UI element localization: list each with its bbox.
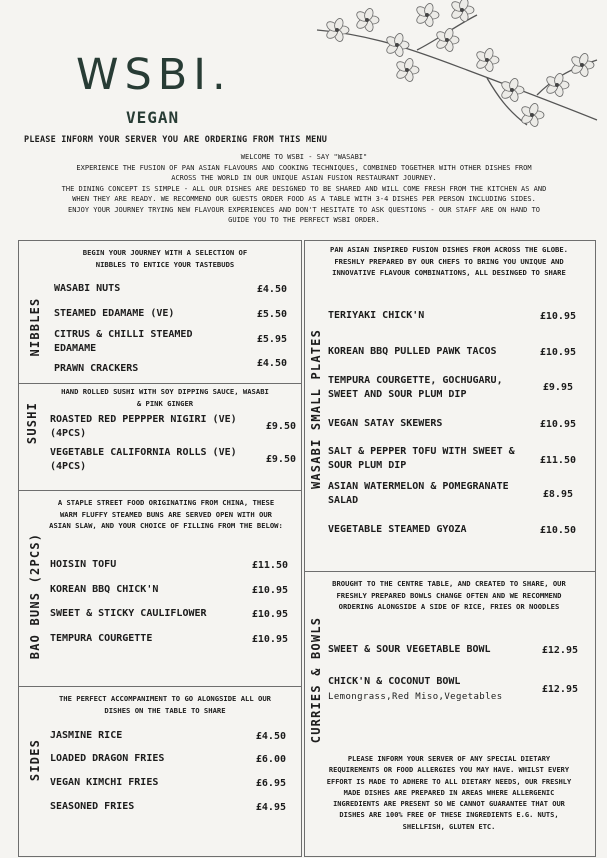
- menu-item-price: £5.50: [256, 309, 287, 320]
- menu-item-name: HOISIN TOFU: [50, 559, 117, 570]
- menu-item-name: TEMPURA COURGETTE, GOCHUGARU, SWEET AND SOUR PLUM DIP: [328, 375, 503, 400]
- blossom-center: [425, 13, 429, 17]
- divider: [304, 571, 596, 572]
- section-title-sides: SIDES: [28, 738, 42, 782]
- section-title-curries: CURRIES & BOWLS: [309, 616, 323, 744]
- section-title-bao-buns: BAO BUNS (2PCS): [28, 532, 42, 660]
- menu-item-price: £4.50: [256, 358, 287, 369]
- menu-item-name: VEGAN KIMCHI FRIES: [50, 777, 159, 788]
- intro-line: GUIDE YOU TO THE PERFECT WSBI ORDER.: [228, 216, 380, 224]
- bao-description: A STAPLE STREET FOOD ORIGINATING FROM CHINA, THESE WARM FLUFFY STEAMED BUNS ARE SERVED OPEN WITH OUR ASIAN SLAW, AND YOUR CHOICE OF FILLING FROM THE BELOW:: [49, 498, 283, 530]
- menu-item-price: £10.95: [539, 311, 576, 322]
- intro-line: WELCOME TO WSBI - SAY "WASABI": [240, 153, 368, 161]
- intro-text: [20, 152, 588, 226]
- menu-item-price: £9.50: [265, 421, 296, 432]
- menu-item-price: £9.95: [542, 382, 573, 393]
- sushi-description: HAND ROLLED SUSHI WITH SOY DIPPING SAUCE, WASABI & PINK GINGER: [61, 387, 269, 408]
- menu-item-name: ROASTED RED PEPPPER NIGIRI (VE) (4PCS): [50, 414, 237, 439]
- divider: [18, 383, 302, 384]
- cherry-blossom-illustration: [297, 0, 607, 160]
- server-notice: PLEASE INFORM YOUR SERVER YOU ARE ORDERING FROM THIS MENU: [24, 135, 328, 145]
- menu-item-price: £12.95: [541, 684, 578, 695]
- menu-item-name: CITRUS & CHILLI STEAMED EDAMAME: [54, 329, 193, 354]
- menu-item-name: VEGAN SATAY SKEWERS: [328, 418, 443, 429]
- intro-line: THE DINING CONCEPT IS SIMPLE - ALL OUR DISHES ARE DESIGNED TO BE SHARED AND WILL COME FRESH FROM THE KITCHEN AS AND: [61, 184, 547, 193]
- menu-item-price: £4.50: [256, 284, 287, 295]
- menu-item-name: SALT & PEPPER TOFU WITH SWEET & SOUR PLUM DIP: [328, 446, 515, 471]
- blossom-center: [405, 68, 409, 72]
- menu-name: VEGAN: [126, 108, 180, 127]
- menu-item-price: £10.95: [251, 585, 288, 596]
- menu-item-price: £10.50: [539, 525, 576, 536]
- menu-item-price: £5.95: [256, 334, 287, 345]
- blossom-center: [335, 28, 339, 32]
- intro-line: WHEN THEY ARE READY. WE RECOMMEND OUR GUESTS ORDER FOOD AS A TABLE WITH 3-4 DISHES PER PERSON INCLUDING SIDES.: [72, 195, 536, 203]
- menu-item-price: £10.95: [251, 634, 288, 645]
- blossom-center: [530, 113, 534, 117]
- blossom-center: [510, 88, 514, 92]
- menu-item-name: VEGETABLE STEAMED GYOZA: [328, 524, 467, 535]
- blossom-center: [580, 63, 584, 67]
- menu-item-name: VEGETABLE CALIFORNIA ROLLS (VE) (4PCS): [50, 447, 237, 472]
- menu-item-name: WASABI NUTS: [54, 283, 121, 294]
- divider: [18, 490, 302, 491]
- menu-item-name: TEMPURA COURGETTE: [50, 633, 153, 644]
- blossom-center: [395, 43, 399, 47]
- menu-item-name: KOREAN BBQ PULLED PAWK TACOS: [328, 346, 497, 357]
- menu-item-price: £4.95: [255, 802, 286, 813]
- menu-item-subtext: Lemongrass,Red Miso,Vegetables: [328, 692, 503, 702]
- menu-item-price: £11.50: [251, 560, 288, 571]
- menu-item-name: PRAWN CRACKERS: [54, 363, 139, 374]
- section-title-nibbles: NIBBLES: [28, 297, 42, 357]
- logo: WSBI.: [76, 50, 232, 100]
- small-plates-description: PAN ASIAN INSPIRED FUSION DISHES FROM ACROSS THE GLOBE. FRESHLY PREPARED BY OUR CHEFS TO BRING YOU UNIQUE AND INNOVATIVE FLAVOUR COMBINATIONS, ALL DESINGED TO SHARE: [330, 245, 568, 277]
- menu-item-price: £10.95: [539, 419, 576, 430]
- blossom-center: [485, 58, 489, 62]
- nibbles-description: BEGIN YOUR JOURNEY WITH A SELECTION OF NIBBLES TO ENTICE YOUR TASTEBUDS: [82, 248, 248, 269]
- menu-item-price: £12.95: [541, 645, 578, 656]
- menu-item-name: SWEET & STICKY CAULIFLOWER: [50, 608, 207, 619]
- menu-item-price: £8.95: [542, 489, 573, 500]
- blossom-center: [460, 8, 464, 12]
- menu-item-price: £6.00: [255, 754, 286, 765]
- menu-item-price: £10.95: [539, 347, 576, 358]
- menu-item-name: LOADED DRAGON FRIES: [50, 753, 165, 764]
- menu-item-price: £11.50: [539, 455, 576, 466]
- section-title-small-plates: WASABI SMALL PLATES: [309, 328, 323, 490]
- blossom-center: [445, 38, 449, 42]
- menu-item-name: TERIYAKI CHICK'N: [328, 310, 425, 321]
- menu-item-name: ASIAN WATERMELON & POMEGRANATE SALAD: [328, 481, 509, 506]
- section-title-sushi: SUSHI: [25, 401, 39, 445]
- sides-description: THE PERFECT ACCOMPANIMENT TO GO ALONGSIDE ALL OUR DISHES ON THE TABLE TO SHARE: [58, 694, 272, 715]
- intro-line: EXPERIENCE THE FUSION OF PAN ASIAN FLAVOURS AND COOKING TECHNIQUES, COMBINED TOGETHER WITH OTHER DISHES FROM: [76, 163, 532, 172]
- blossom-petals: [325, 0, 594, 128]
- menu-item-name: JASMINE RICE: [50, 730, 123, 741]
- blossom-center: [365, 18, 369, 22]
- menu-item-name: SEASONED FRIES: [50, 801, 135, 812]
- menu-item-name: STEAMED EDAMAME (VE): [54, 308, 175, 319]
- allergen-note: PLEASE INFORM YOUR SERVER OF ANY SPECIAL DIETARY REQUIREMENTS OR FOOD ALLERGIES YOU MAY HAVE. WHILST EVERY EFFORT IS MADE TO ADHERE TO ALL DIETARY NEEDS, OUR FRESHLY MADE DISHES ARE PREPARED IN AREAS WHERE ALLERGENIC INGREDIENTS ARE PRESENT SO WE CANNOT GUARANTEE THAT OUR DISHES ARE 100% FREE OF THESE INGREDIENTS E.G. NUTS, SHELLFISH, GLUTEN ETC.: [326, 755, 572, 831]
- menu-item-name: KOREAN BBQ CHICK'N: [50, 584, 159, 595]
- intro-line: ACROSS THE WORLD IN OUR UNIQUE ASIAN FUSION RESTAURANT JOURNEY.: [171, 174, 437, 182]
- blossom-center: [555, 83, 559, 87]
- menu-item-price: £9.50: [265, 454, 296, 465]
- divider: [18, 686, 302, 687]
- curries-description: BROUGHT TO THE CENTRE TABLE, AND CREATED TO SHARE, OUR FRESHLY PREPARED BOWLS CHANGE OFTEN AND WE RECOMMEND ORDERING ALONGSIDE A SIDE OF RICE, FRIES OR NOODLES: [332, 579, 566, 611]
- menu-item-price: £6.95: [255, 778, 286, 789]
- intro-line: ENJOY YOUR JOURNEY TRYING NEW FLAVOUR EXPERIENCES AND DON'T HESITATE TO ASK QUESTIONS - OUR STAFF ARE ON HAND TO: [67, 205, 540, 214]
- menu-item-price: £4.50: [255, 731, 286, 742]
- menu-item-name: SWEET & SOUR VEGETABLE BOWL: [328, 644, 491, 655]
- menu-item-name: CHICK'N & COCONUT BOWL: [328, 676, 461, 687]
- menu-item-price: £10.95: [251, 609, 288, 620]
